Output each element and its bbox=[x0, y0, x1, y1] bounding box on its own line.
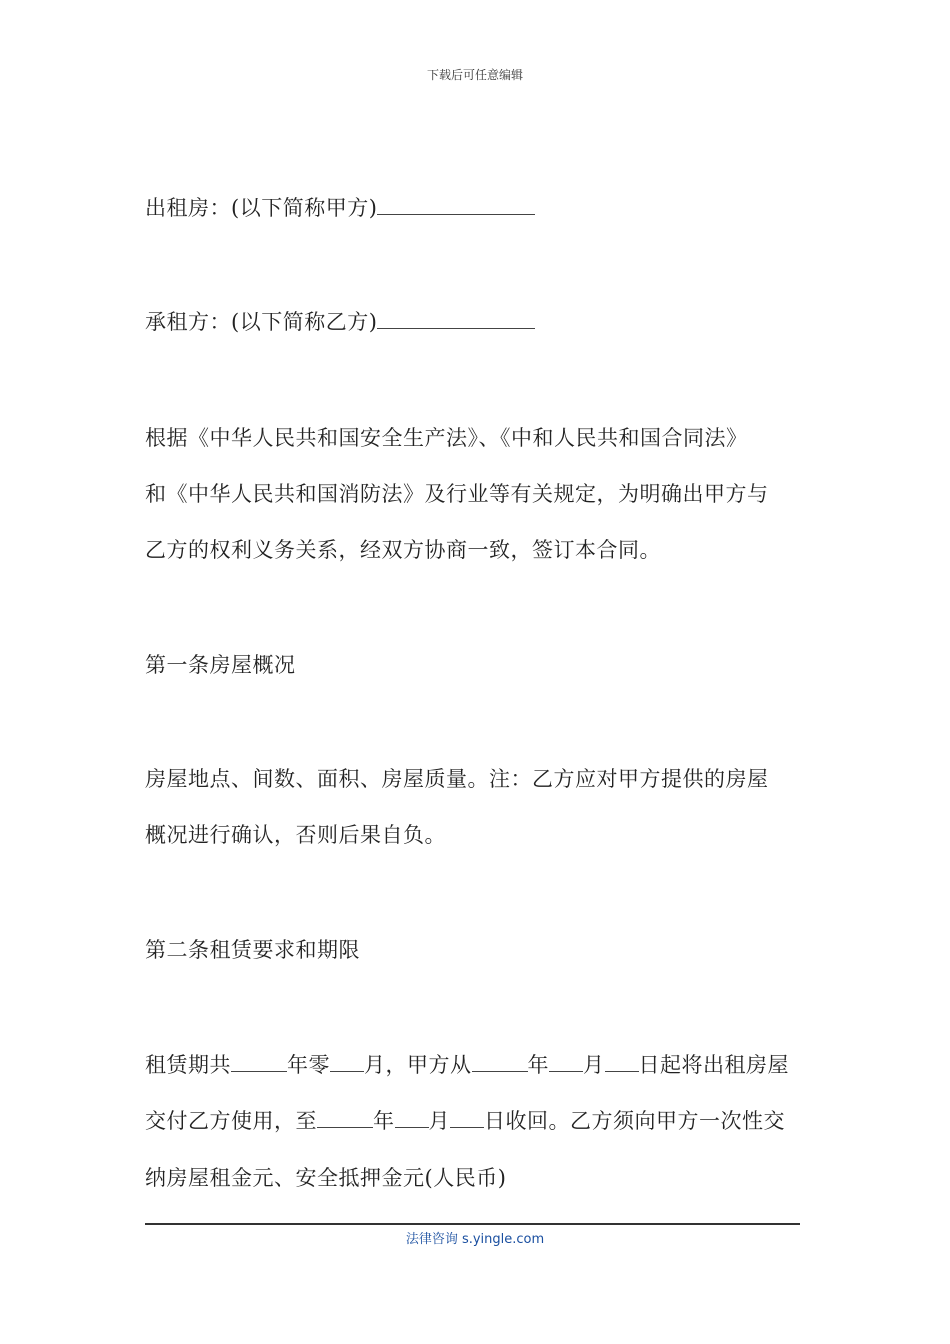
lessor-label: 出租房：(以下简称甲方) bbox=[145, 196, 378, 220]
months-unit-from: 月，甲方从 bbox=[364, 1053, 472, 1077]
end-day-unit: 日收回。乙方须向甲方一次性交 bbox=[484, 1109, 785, 1133]
article1-line-2: 概况进行确认，否则后果自负。 bbox=[145, 823, 446, 847]
footer-divider bbox=[145, 1223, 800, 1225]
lessor-name-blank bbox=[377, 194, 535, 215]
end-day-blank bbox=[450, 1107, 484, 1128]
term-years-blank bbox=[231, 1051, 287, 1072]
intro-line-3: 乙方的权利义务关系，经双方协商一致，签订本合同。 bbox=[145, 538, 661, 562]
footer-link[interactable]: 法律咨询 s.yingle.com bbox=[405, 1232, 545, 1247]
article2-title: 第二条租赁要求和期限 bbox=[145, 938, 360, 962]
intro-line-2: 和《中华人民共和国消防法》及行业等有关规定，为明确出甲方与 bbox=[145, 482, 769, 506]
term-months-blank bbox=[330, 1051, 364, 1072]
start-month-blank bbox=[549, 1051, 583, 1072]
lease-term-label: 租赁期共 bbox=[145, 1053, 231, 1077]
article2-line-3: 纳房屋租金元、安全抵押金元(人民币) bbox=[145, 1166, 507, 1190]
start-day-unit: 日起将出租房屋 bbox=[638, 1053, 789, 1077]
end-month-unit: 月 bbox=[428, 1109, 450, 1133]
end-year-unit: 年 bbox=[373, 1109, 395, 1133]
start-month-unit: 月 bbox=[583, 1053, 605, 1077]
intro-line-1: 根据《中华人民共和国安全生产法》、《中和人民共和国合同法》 bbox=[145, 426, 748, 450]
article1-line-1: 房屋地点、间数、面积、房屋质量。注：乙方应对甲方提供的房屋 bbox=[145, 767, 769, 791]
article2-line-2 bbox=[145, 1106, 785, 1136]
lessee-line bbox=[145, 307, 535, 337]
end-year-blank bbox=[317, 1107, 373, 1128]
start-year-blank bbox=[472, 1051, 528, 1072]
article2-line-1 bbox=[145, 1050, 789, 1080]
start-year-unit: 年 bbox=[527, 1053, 549, 1077]
delivery-text: 交付乙方使用，至 bbox=[145, 1109, 317, 1133]
years-unit: 年零 bbox=[287, 1053, 330, 1077]
lessee-label: 承租方：(以下简称乙方) bbox=[145, 310, 378, 334]
lessor-line bbox=[145, 193, 535, 223]
article1-title: 第一条房屋概况 bbox=[145, 653, 296, 677]
start-day-blank bbox=[605, 1051, 639, 1072]
page-header: 下载后可任意编辑 bbox=[426, 68, 523, 82]
lessee-name-blank bbox=[377, 308, 535, 329]
end-month-blank bbox=[395, 1107, 429, 1128]
